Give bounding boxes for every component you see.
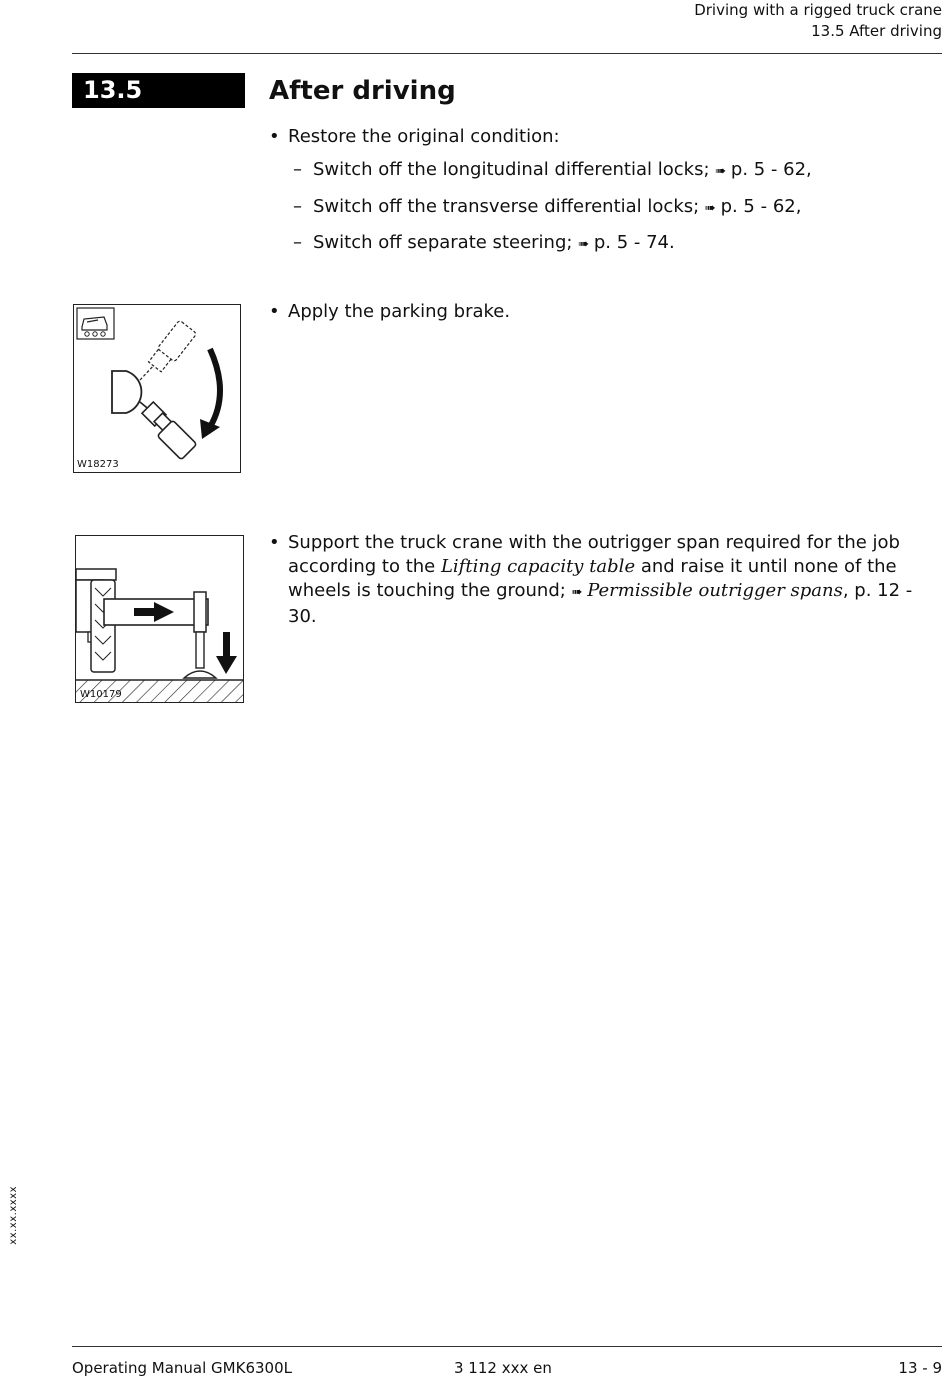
restore-item-text: Switch off the longitudinal differential locks; [313,159,710,180]
header-chapter: Driving with a rigged truck crane [694,1,942,19]
outrigger-support-icon [76,536,243,702]
section-title: After driving [269,76,456,106]
support-ref-lifting-capacity: Lifting capacity table [440,556,636,577]
header-rule [72,53,942,54]
parking-text: Apply the parking brake. [288,301,511,322]
footer-page-number: 13 - 9 [898,1359,942,1377]
side-code: xx.xx.xxxx [8,1186,19,1245]
reference-arrow-icon: ➠ [571,585,582,600]
reference-arrow-icon: ➠ [578,237,589,252]
footer-docno: 3 112 xxx en [454,1359,552,1377]
restore-intro-item [269,125,560,149]
restore-block [269,125,939,265]
dash: – [293,232,302,253]
restore-item [293,231,675,257]
bullet: • [269,532,280,553]
restore-item [293,195,801,221]
support-ref-outrigger-spans: Permissible outrigger spans [587,580,843,601]
parking-brake-lever-icon [74,305,240,472]
restore-item-page: p. 5 - 62, [720,196,802,217]
restore-item-text: Switch off the transverse differential locks; [313,196,700,217]
support-block [269,531,941,629]
bullet: • [269,126,280,147]
running-header [694,0,942,42]
footer-rule [72,1346,942,1347]
reference-arrow-icon: ➠ [704,201,715,216]
support-text-a: Support the truck crane with the outrigger span required for the job according to the [288,532,900,577]
restore-item-page: p. 5 - 62, [730,159,812,180]
restore-item-page: p. 5 - 74. [593,232,675,253]
parking-block [269,300,939,324]
restore-intro: Restore the original condition: [288,126,560,147]
reference-arrow-icon: ➠ [715,164,726,179]
restore-item-text: Switch off separate steering; [313,232,573,253]
restore-item [293,158,812,184]
dash: – [293,196,302,217]
support-page: , p. 12 - 30. [288,580,913,627]
bullet: • [269,301,280,322]
parking-brake-figure [73,304,241,473]
footer-manual: Operating Manual GMK6300L [72,1359,292,1377]
dash: – [293,159,302,180]
support-item [269,531,941,629]
figure-id-label: W18273 [77,459,119,470]
header-section: 13.5 After driving [811,22,942,40]
section-number: 13.5 [72,73,245,108]
support-text-b: and raise it until none of the wheels is touching the ground; [288,556,897,601]
outrigger-figure [75,535,244,703]
figure-id-label: W10179 [80,689,122,700]
